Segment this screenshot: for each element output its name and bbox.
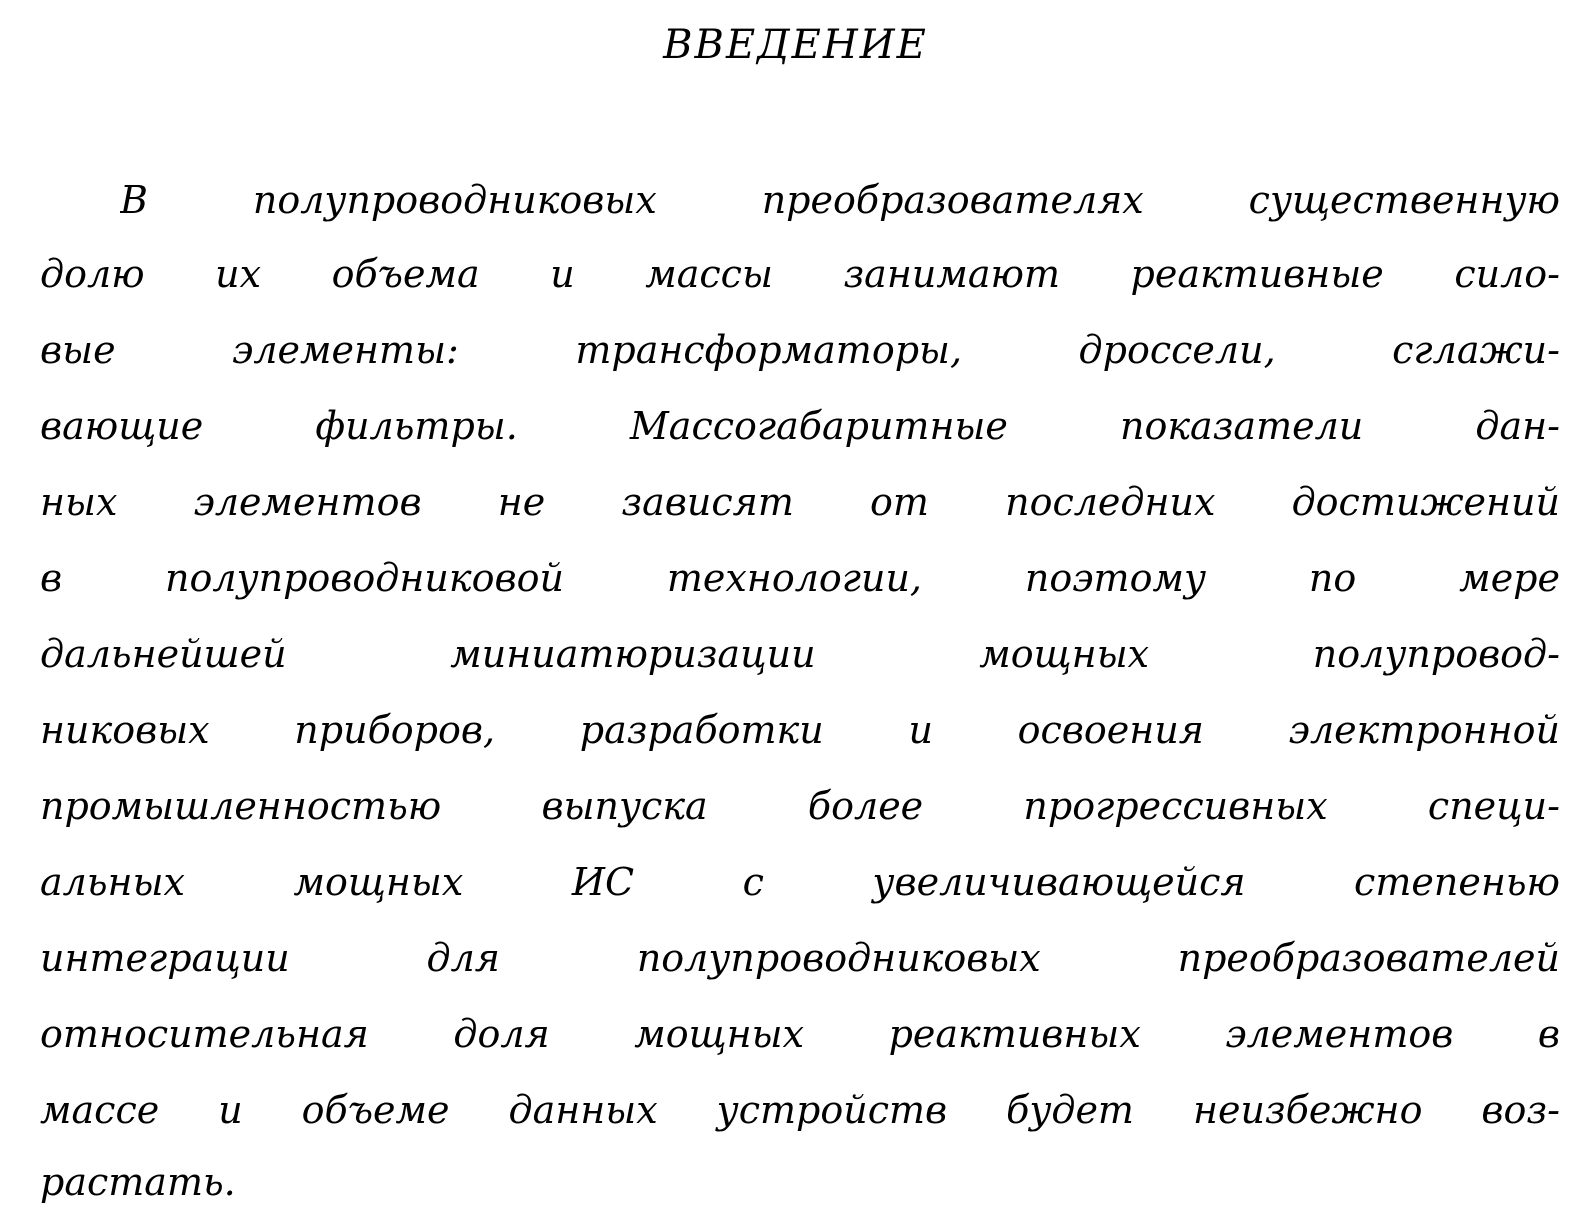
text-line-11: интеграции для полупроводниковых преобразователей [40, 936, 1560, 980]
text-line-7: дальнейшей миниатюризации мощных полупровод- [40, 632, 1560, 676]
text-line-8: никовых приборов, разработки и освоения электронной [40, 708, 1560, 752]
text-line-12: относительная доля мощных реактивных элементов в [40, 1012, 1560, 1056]
text-line-4: вающие фильтры. Массогабаритные показатели дан- [40, 404, 1560, 448]
text-line-2: долю их объема и массы занимают реактивные сило- [40, 252, 1560, 296]
text-line-10: альных мощных ИС с увеличивающейся степенью [40, 860, 1560, 904]
text-line-9: промышленностью выпуска более прогрессивных специ- [40, 784, 1560, 828]
text-line-13: массе и объеме данных устройств будет неизбежно воз- [40, 1088, 1560, 1132]
text-line-14: растать. [40, 1160, 236, 1204]
text-line-1: В полупроводниковых преобразователях существенную [120, 178, 1560, 222]
text-line-5: ных элементов не зависят от последних достижений [40, 480, 1560, 524]
page-title: ВВЕДЕНИЕ [663, 22, 928, 68]
text-line-3: вые элементы: трансформаторы, дроссели, сглажи- [40, 328, 1560, 372]
text-line-6: в полупроводниковой технологии, поэтому по мере [40, 556, 1560, 600]
